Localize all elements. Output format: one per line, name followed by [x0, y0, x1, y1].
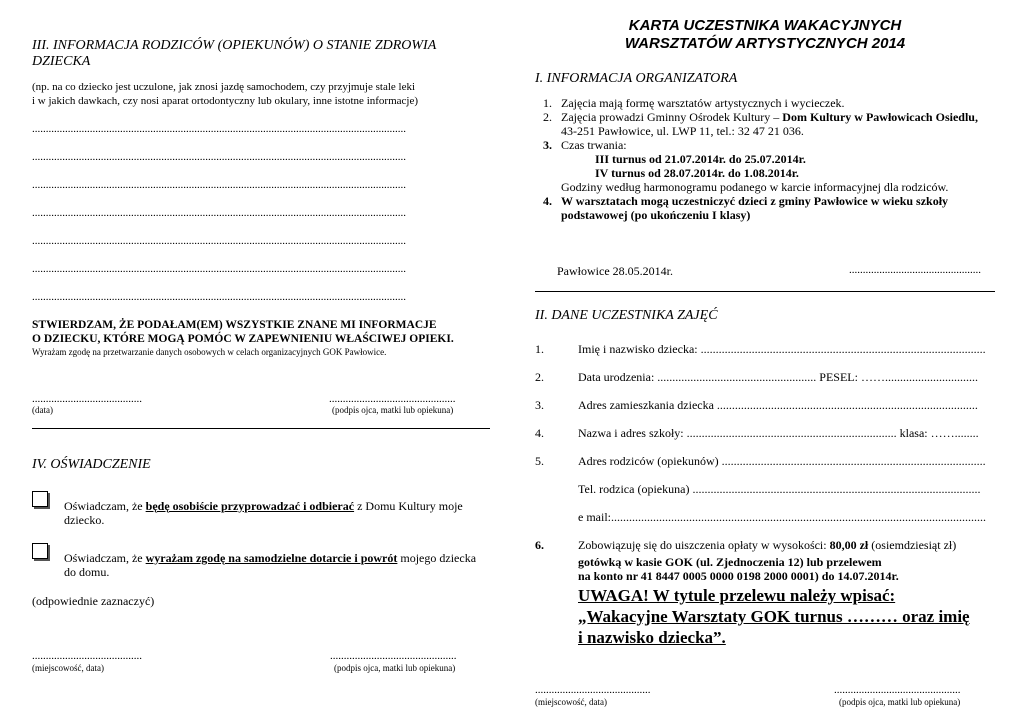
parent-sig-line-2[interactable]: ..............................................: [330, 650, 457, 662]
field-parent-phone[interactable]: Tel. rodzica (opiekuna) ................................................................................................: [578, 482, 981, 496]
health-line-1[interactable]: ........................................................................................................................................: [32, 123, 406, 135]
document-title: KARTA UCZESTNIKA WAKACYJNYCH WARSZTATÓW ARTYSTYCZNYCH 2014: [624, 17, 906, 52]
self-return-option: Oświadczam, że wyrażam zgodę na samodzielne dotarcie i powrót mojego dziecka do domu.: [64, 551, 477, 579]
parent-sig-line[interactable]: ..............................................: [329, 393, 456, 405]
section-4-title: IV. OŚWIADCZENIE: [32, 457, 151, 472]
date-sig-line[interactable]: ........................................: [32, 393, 142, 405]
health-note: (np. na co dziecko jest uczulone, jak znosi jazdę samochodem, czy przyjmuje stale leki i w jakich dawkach, czy nosi aparat ortodontyczny lub okulary, inne istotne informacje): [32, 81, 418, 107]
health-line-6[interactable]: ........................................................................................................................................: [32, 263, 406, 275]
transfer-warning: UWAGA! W tytule przelewu należy wpisać: „Wakacyjne Warsztaty GOK turnus ……… oraz imię i nazwisko dziecka”.: [578, 586, 970, 647]
statement: STWIERDZAM, ŻE PODAŁAM(EM) WSZYSTKIE ZNANE MI INFORMACJE O DZIECKU, KTÓRE MOGĄ POMÓC W ZAPEWNIENIU WŁAŚCIWEJ OPIEKI.: [32, 319, 454, 345]
health-line-7[interactable]: ........................................................................................................................................: [32, 291, 406, 303]
health-line-3[interactable]: ........................................................................................................................................: [32, 179, 406, 191]
final-place-date-line[interactable]: ..........................................: [535, 684, 651, 696]
pickup-option: Oświadczam, że będę osobiście przyprowadzać i odbierać z Domu Kultury moje dziecko.: [64, 499, 463, 527]
field-email[interactable]: e mail:.............................................................................................................................: [578, 510, 986, 524]
parent-sig-label-2: (podpis ojca, matki lub opiekuna): [334, 663, 456, 673]
health-line-5[interactable]: ........................................................................................................................................: [32, 235, 406, 247]
organizer-sig-line[interactable]: ................................................: [849, 264, 981, 276]
organizer-item-3: 3. Czas trwania: III turnus od 21.07.2014r. do 25.07.2014r. IV turnus od 28.07.2014r. do 1.08.2014r. Godziny według harmonogramu podanego w karcie informacyjnej dla rodziców.: [543, 138, 949, 194]
divider-right: [535, 291, 995, 292]
section-1-title: I. INFORMACJA ORGANIZATORA: [535, 71, 738, 86]
organizer-info: [543, 96, 993, 222]
self-return-checkbox[interactable]: [32, 543, 48, 559]
final-place-date-label: (miejscowość, data): [535, 697, 607, 707]
place-date-label: (miejscowość, data): [32, 663, 104, 673]
organizer-item-2: 2. Zajęcia prowadzi Gminny Ośrodek Kultury – Dom Kultury w Pawłowicach Osiedlu, 43-251 Pawłowice, ul. LWP 11, tel.: 32 47 21 036.: [543, 110, 978, 138]
place-date: Pawłowice 28.05.2014r.: [557, 264, 673, 278]
consent-text: Wyrażam zgodę na przetwarzanie danych osobowych w celach organizacyjnych GOK Pawłowice.: [32, 347, 387, 357]
section-3-title: III. INFORMACJA RODZICÓW (OPIEKUNÓW) O STANIE ZDROWIA DZIECKA: [32, 38, 437, 69]
pickup-checkbox[interactable]: [32, 491, 48, 507]
organizer-item-4: 4. W warsztatach mogą uczestniczyć dzieci z gminy Pawłowice w wieku szkoły podstawowej (po ukończeniu I klasy): [543, 194, 949, 222]
section-2-title: II. DANE UCZESTNIKA ZAJĘĆ: [535, 308, 718, 323]
payment-info: 6. Zobowiązuję się do uiszczenia opłaty w wysokości: 80,00 zł (osiemdziesiąt zł) gotówką w kasie GOK (ul. Zjednoczenia 12) lub przelewem na konto nr 41 8447 0005 0000 0198 2000 0001) do 14.07.2014r.: [535, 538, 957, 583]
final-parent-sig-label: (podpis ojca, matki lub opiekuna): [839, 697, 961, 707]
date-label: (data): [32, 405, 53, 415]
mark-note: (odpowiednie zaznaczyć): [32, 594, 155, 608]
final-parent-sig-line[interactable]: ..............................................: [834, 684, 961, 696]
health-line-4[interactable]: ........................................................................................................................................: [32, 207, 406, 219]
place-date-sig-line[interactable]: ........................................: [32, 650, 142, 662]
health-line-2[interactable]: ........................................................................................................................................: [32, 151, 406, 163]
organizer-item-1: 1. Zajęcia mają formę warsztatów artystycznych i wycieczek.: [543, 96, 845, 110]
parent-sig-label: (podpis ojca, matki lub opiekuna): [332, 405, 454, 415]
divider: [32, 428, 490, 429]
